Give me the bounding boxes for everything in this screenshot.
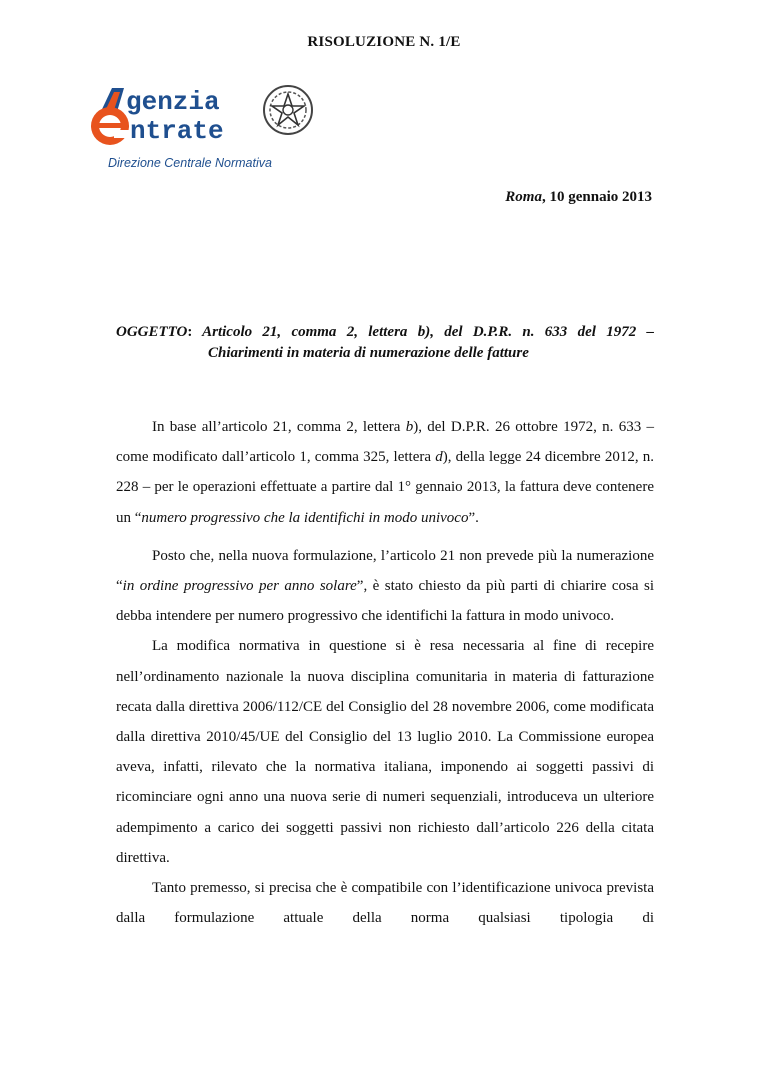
p1-italic-quote: numero progressivo che la identifichi in modo univoco [141,509,469,526]
subject-line-1 [116,322,654,343]
date-place: Roma [505,189,542,205]
logo-line-genzia: genzia [126,87,220,117]
p1-text-g: ”. [468,509,479,526]
p2-italic-quote: in ordine progressivo per anno solare [122,578,357,595]
resolution-title: RISOLUZIONE N. 1/E [307,34,461,50]
paragraph-1 [116,412,654,533]
p2-text-a: Posto che, nella nuova formulazione, l’articolo 21 non prevede più la numerazione “ [116,547,654,595]
subject-text-1: Articolo 21, comma 2, lettera b), del D.P.R. n. 633 del 1972 – [202,324,654,340]
department-name: Direzione Centrale Normativa [108,156,272,170]
italian-republic-emblem [262,84,314,136]
subject-colon: : [187,324,193,340]
paragraph-3: La modifica normativa in questione si è resa necessaria al fine di recepire nell’ordinamento nazionale la nuova disciplina comunitaria in materia di fatturazione recata dalla direttiva 2006/112/CE del Consiglio del 28 novembre 2006, come modificata dalla direttiva 2010/45/UE del Consiglio del 13 luglio 2010. La Commissione europea aveva, infatti, rilevato che la normativa italiana, imponendo ai soggetti passivi di ricominciare ogni anno una nuova serie di numeri sequenziali, introduceva un ulteriore adempimento a carico dei soggetti passivi non richiesto dall’articolo 226 della citata direttiva. [116,638,654,866]
p1-text-a: In base all’articolo 21, comma 2, lettera [152,419,406,435]
paragraph-4: Tanto premesso, si precisa che è compatibile con l’identificazione univoca prevista dalla formulazione attuale della norma qualsiasi tipologia di [116,880,654,927]
p2-text-c: ”, è stato chiesto da più parti di chiarire cosa si debba intendere per numero progressivo che identifichi la fattura in modo univoco. [116,578,654,625]
subject-block [116,322,654,364]
date-text: , 10 gennaio 2013 [541,189,652,205]
p1-text-e: ), della legge 24 dicembre 2012, n. 228 – per le operazioni effettuate a partire dal 1° gennaio 2013, la fattura deve contenere un “ [116,449,655,526]
p1-italic-b: b [405,419,414,435]
p1-italic-d: d [435,449,443,466]
subject-label: OGGETTO [116,324,188,340]
paragraph-2 [116,541,654,632]
logo-line-ntrate: ntrate [130,116,224,146]
subject-line-2: Chiarimenti in materia di numerazione delle fatture [208,345,529,361]
p1-text-c: ), del D.P.R. 26 ottobre 1972, n. 633 – come modificato dall’articolo 1, comma 325, lettera [116,419,654,466]
document-body [116,412,654,933]
document-date [505,189,652,206]
